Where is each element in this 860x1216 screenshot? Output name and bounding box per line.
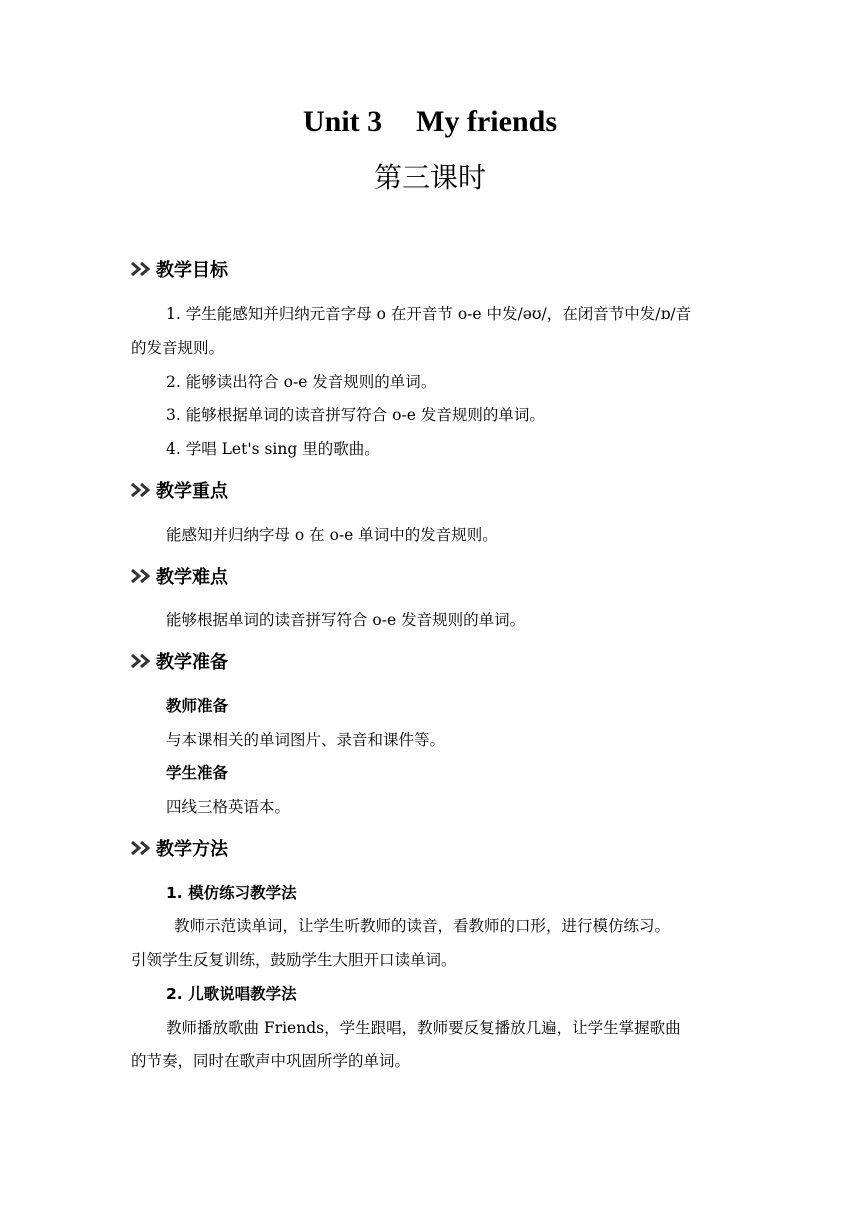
double-chevron-icon xyxy=(131,262,153,276)
method-1-text-line1: 教师示范读单词，让学生听教师的读音，看教师的口形，进行模仿练习。 xyxy=(174,917,671,935)
section-heading-key-points: 教学重点 xyxy=(131,476,228,504)
section-heading-methods: 教学方法 xyxy=(131,834,228,862)
objective-item-1: 1. 学生能感知并归纳元音字母 o 在开音节 o-e 中发/əʊ/，在闭音节中发/ɒ/音 xyxy=(166,305,692,323)
objective-item-2: 2. 能够读出符合 o-e 发音规则的单词。 xyxy=(166,373,437,391)
double-chevron-icon xyxy=(131,654,153,668)
objective-item-3: 3. 能够根据单词的读音拼写符合 o-e 发音规则的单词。 xyxy=(166,406,545,424)
unit-title xyxy=(0,102,860,142)
double-chevron-icon xyxy=(131,483,153,497)
unit-number: Unit 3 xyxy=(302,105,383,138)
unit-name: My friends xyxy=(416,105,557,138)
objective-item-1-cont: 的发音规则。 xyxy=(131,339,225,357)
objective-item-4: 4. 学唱 Let's sing 里的歌曲。 xyxy=(166,440,380,458)
student-prep-label: 学生准备 xyxy=(166,764,229,782)
method-1-label: 1. 模仿练习教学法 xyxy=(166,884,297,902)
section-heading-preparation: 教学准备 xyxy=(131,647,228,675)
section-heading-difficulties: 教学难点 xyxy=(131,562,228,590)
teacher-prep-label: 教师准备 xyxy=(166,697,229,715)
method-1-text-line2: 引领学生反复训练，鼓励学生大胆开口读单词。 xyxy=(131,951,457,969)
double-chevron-icon xyxy=(131,841,153,855)
lesson-title: 第三课时 xyxy=(373,161,486,194)
section-heading-objectives: 教学目标 xyxy=(131,255,228,283)
key-points-text: 能感知并归纳字母 o 在 o-e 单词中的发音规则。 xyxy=(166,526,498,544)
method-2-text-line2: 的节奏，同时在歌声中巩固所学的单词。 xyxy=(131,1052,411,1070)
method-2-label: 2. 儿歌说唱教学法 xyxy=(166,985,297,1003)
difficulties-text: 能够根据单词的读音拼写符合 o-e 发音规则的单词。 xyxy=(166,611,526,629)
method-2-text-line1: 教师播放歌曲 Friends，学生跟唱，教师要反复播放几遍，让学生掌握歌曲 xyxy=(166,1019,681,1037)
student-prep-text: 四线三格英语本。 xyxy=(166,798,291,816)
double-chevron-icon xyxy=(131,569,153,583)
teacher-prep-text: 与本课相关的单词图片、录音和课件等。 xyxy=(166,731,446,749)
